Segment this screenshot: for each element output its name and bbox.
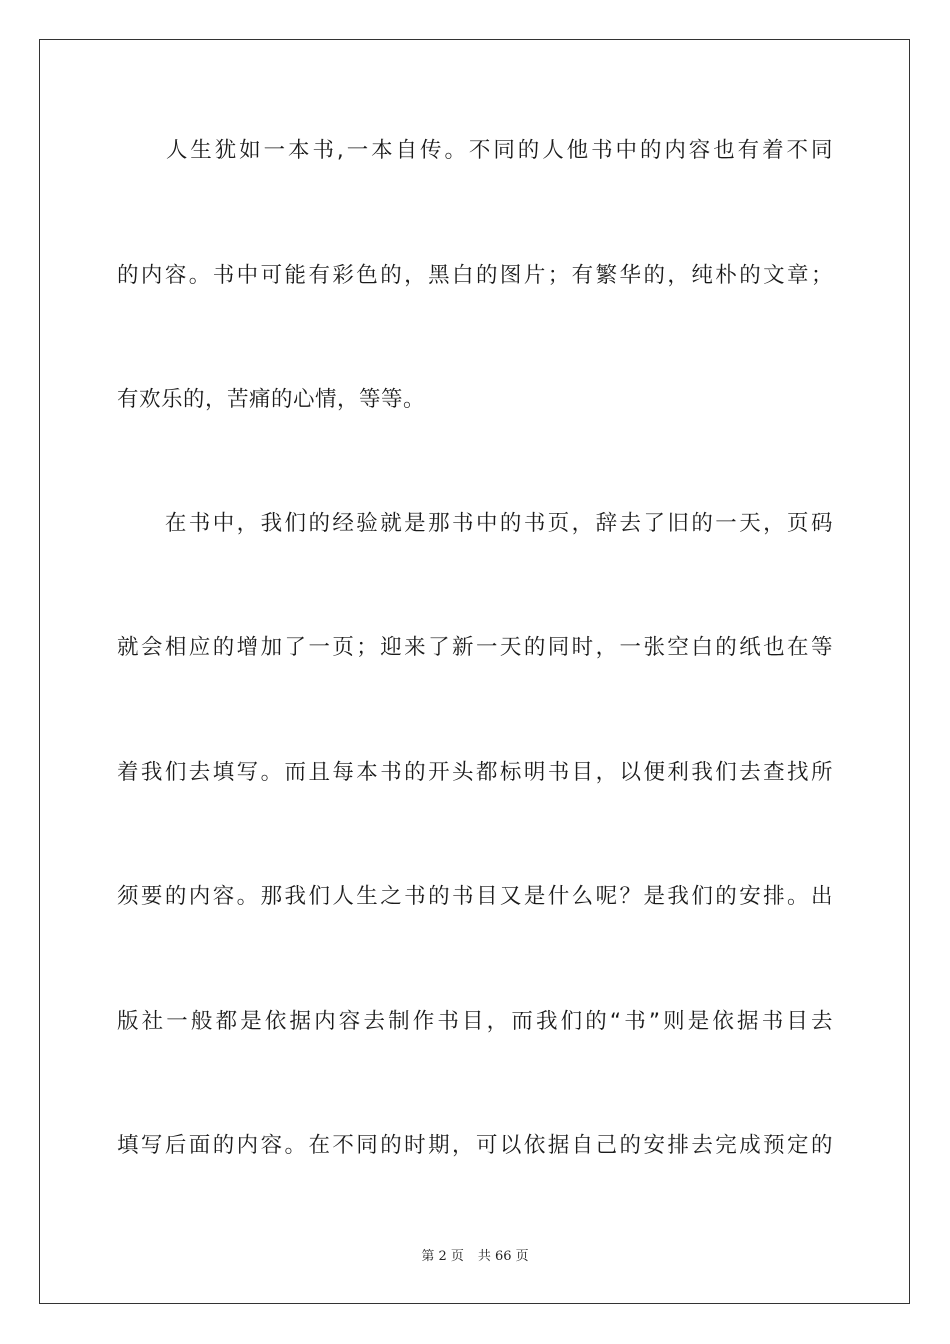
body-text-line: 就会相应的增加了一页；迎来了新一天的同时，一张空白的纸也在等 — [117, 635, 833, 660]
body-text-line: 人生犹如一本书,一本自传。不同的人他书中的内容也有着不同 — [117, 138, 833, 163]
body-text-line: 填写后面的内容。在不同的时期，可以依据自己的安排去完成预定的 — [117, 1133, 833, 1158]
body-text-line: 在书中，我们的经验就是那书中的书页，辞去了旧的一天，页码 — [117, 511, 833, 536]
body-text-line: 有欢乐的，苦痛的心情，等等。 — [117, 387, 426, 412]
body-text-line: 须要的内容。那我们人生之书的书目又是什么呢？是我们的安排。出 — [117, 884, 833, 909]
body-text-line: 版社一般都是依据内容去制作书目，而我们的“书”则是依据书目去 — [117, 1009, 833, 1034]
page-number: 第 2 页 — [421, 1249, 464, 1264]
page-total: 共 66 页 — [477, 1249, 529, 1264]
body-text-line: 着我们去填写。而且每本书的开头都标明书目，以便利我们去查找所 — [117, 760, 833, 785]
page-border — [39, 39, 910, 1304]
body-text-line: 的内容。书中可能有彩色的，黑白的图片；有繁华的，纯朴的文章； — [117, 263, 833, 288]
page-footer — [0, 1248, 950, 1266]
